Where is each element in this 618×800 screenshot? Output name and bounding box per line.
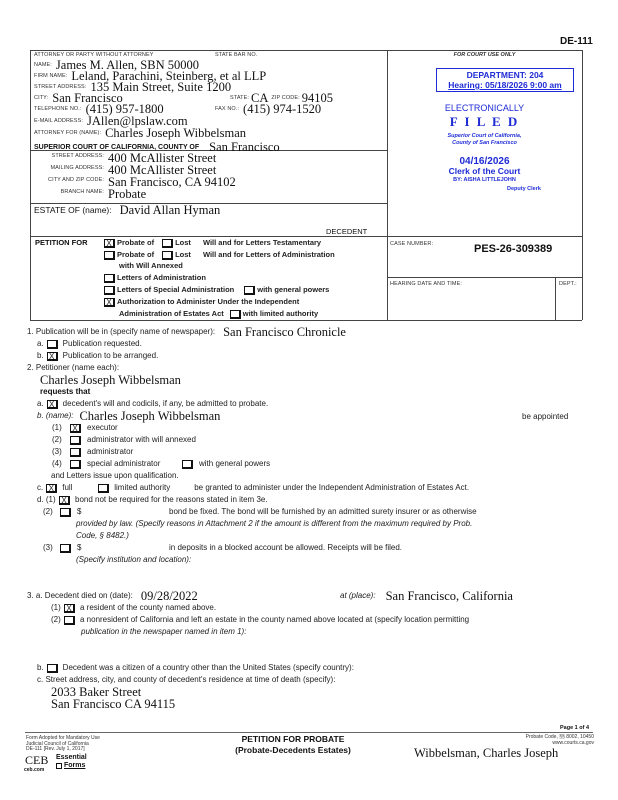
attorney-name: James M. Allen, SBN 50000 — [55, 58, 199, 72]
item-2b-label: b. (name): — [37, 411, 74, 420]
death-place-row — [340, 590, 513, 602]
client-name: Wibbelsman, Charles Joseph — [414, 746, 559, 760]
lost-1-label: Lost — [175, 238, 191, 247]
item-3a1-row: (1) X a resident of the county named above. — [51, 603, 216, 613]
letters-issue-label: and Letters issue upon qualification. — [51, 471, 179, 480]
court-cityzip-label-wrap — [34, 177, 104, 183]
probate-code-block — [480, 735, 594, 746]
city: San Francisco — [52, 91, 123, 105]
fax: (415) 974-1520 — [243, 102, 322, 116]
firm-label: FIRM NAME: — [34, 73, 68, 79]
blocked-institution-label: (Specify institution and location): — [76, 555, 192, 564]
firm-name: Leland, Parachini, Steinberg, et al LLP — [71, 69, 267, 83]
forms-icon — [56, 763, 62, 769]
electronically-label: ELECTRONICALLY — [444, 103, 525, 113]
item-2b4-row: (4) special administrator with general powers — [52, 459, 271, 468]
will-testamentary-label: Will and for Letters Testamentary — [202, 238, 322, 247]
item-2-label: 2. Petitioner (name each): — [27, 363, 120, 372]
item-3a2-row: (2) a nonresident of California and left an estate in the county named above located at (specify location permitting — [51, 615, 470, 624]
at-place-label: at (place): — [340, 591, 376, 600]
special-general-powers-label: with general powers — [199, 459, 271, 468]
probate-of-1-label: Probate of — [117, 238, 155, 247]
newspaper-name: San Francisco Chronicle — [223, 325, 346, 339]
iaea-row — [119, 309, 318, 319]
full-authority-checkbox[interactable] — [46, 484, 57, 493]
court-branch: Probate — [108, 187, 147, 201]
item-1-label: 1. Publication will be in (specify name of newspaper): — [27, 327, 216, 336]
lost-1-checkbox[interactable] — [162, 239, 173, 248]
footer-title-line2: (Probate-Decedents Estates) — [235, 745, 351, 755]
lost-2-label: Lost — [175, 250, 191, 259]
item-1a-label: Publication requested. — [62, 339, 142, 348]
blocked-account-label: in deposits in a blocked account be allowed. Receipts will be filed. — [169, 543, 403, 552]
bond-not-required-checkbox[interactable] — [59, 496, 70, 505]
name-label: NAME: — [34, 62, 52, 68]
blocked-account-checkbox[interactable] — [60, 544, 71, 553]
lost-2-checkbox[interactable] — [162, 251, 173, 260]
court-street: 400 McAllister Street — [108, 151, 217, 165]
attorney-label: ATTORNEY OR PARTY WITHOUT ATTORNEY — [34, 52, 154, 58]
court-branch-label: BRANCH NAME: — [60, 189, 104, 195]
bond-law-line — [76, 519, 472, 529]
petition-probate-row1 — [104, 238, 321, 248]
essential-forms-logo — [56, 754, 87, 770]
item-3c-label: c. Street address, city, and county of decedent's residence at time of death (specify): — [37, 675, 336, 684]
court-cityzip-label: CITY AND ZIP CODE: — [48, 177, 104, 183]
executor-label: executor — [87, 423, 118, 432]
form-adopted-line3: DE-111 [Rev. July 1, 2017] — [26, 746, 85, 752]
court-mailing: 400 McAllister Street — [108, 163, 217, 177]
blocked-dollar-sign: $ — [77, 543, 82, 552]
header-right-border — [582, 50, 583, 320]
state-label: STATE: — [230, 95, 250, 101]
item-3a-label: 3. a. Decedent died on (date): — [27, 591, 133, 600]
deputy-clerk: Deputy Clerk — [507, 186, 541, 192]
estate-label: ESTATE OF (name): — [34, 205, 112, 215]
probate-of-2-label: Probate of — [117, 250, 155, 259]
limited-authority-2c-checkbox[interactable] — [98, 484, 109, 493]
clerk-name: BY: AISHA LITTLEJOHN — [453, 177, 516, 183]
special-general-powers-checkbox[interactable] — [182, 460, 193, 469]
case-number: PES-26-309389 — [474, 243, 553, 255]
special-admin-checkbox[interactable] — [70, 460, 81, 469]
foreign-citizen-checkbox[interactable] — [47, 664, 58, 673]
court-name-line2: County of San Francisco — [452, 140, 517, 146]
street-address: 135 Main Street, Suite 1200 — [90, 80, 232, 94]
case-divider — [387, 277, 582, 278]
header-top-border — [30, 50, 582, 51]
department: DEPARTMENT: 204 — [466, 70, 544, 80]
foreign-citizen-label: Decedent was a citizen of a country other than the United States (specify country): — [62, 663, 354, 672]
email-label: E-MAIL ADDRESS: — [34, 118, 83, 124]
item-1b-row: b. X Publication to be arranged. — [37, 351, 158, 361]
item-2b3-row: (3) administrator — [52, 447, 134, 456]
item-2a-label: decedent's will and codicils, if any, be admitted to probate. — [62, 399, 269, 408]
state-bar-label: STATE BAR NO. — [215, 52, 258, 58]
tel-label: TELEPHONE NO.: — [34, 106, 82, 112]
page-number: Page 1 of 4 — [560, 725, 590, 731]
petitioner-name: Charles Joseph Wibbelsman — [40, 373, 181, 387]
court-name-line1: Superior Court of California, — [447, 133, 522, 139]
forms-row — [56, 762, 87, 770]
hearing-stamp — [436, 68, 574, 92]
ceb-url: ceb.com — [24, 767, 45, 773]
attorney-for-row — [34, 127, 246, 139]
authorization-row — [104, 297, 299, 307]
attorney-for: Charles Joseph Wibbelsman — [105, 126, 247, 140]
iaea-label: Administration of Estates Act — [119, 309, 224, 318]
form-id: DE-111 — [560, 36, 593, 47]
decedent-label: DECEDENT — [326, 227, 368, 236]
footer-title — [218, 734, 368, 756]
item-3b-row: b. Decedent was a citizen of a country other than the United States (specify country): — [37, 663, 354, 672]
admin-will-annexed-label: administrator with will annexed — [87, 435, 196, 444]
county-resident-label: a resident of the county named above. — [80, 603, 217, 612]
attorney-for-label: ATTORNEY FOR (NAME): — [34, 130, 102, 136]
state: CA — [251, 91, 269, 105]
fax-row — [215, 103, 321, 115]
hearing-date-label: HEARING DATE AND TIME: — [390, 281, 462, 287]
special-admin-label: special administrator — [87, 459, 161, 468]
residence-address-line2: San Francisco CA 94115 — [51, 697, 176, 711]
dept-label: DEPT.: — [559, 281, 577, 287]
limited-authority-2c-label: limited authority — [114, 483, 171, 492]
header-bottom-border — [30, 320, 582, 321]
court-branch-label-wrap — [34, 189, 104, 195]
footer-rule — [25, 732, 593, 733]
court-mailing-label: MAILING ADDRESS: — [50, 165, 104, 171]
item-2d2-row: (2) $ bond be fixed. The bond will be furnished by an admitted surety insurer or as otherwise — [43, 507, 477, 516]
form-adopted-line1: Form Adopted for Mandatory Use — [26, 735, 100, 741]
item-2b1-row: (1) X executor — [52, 423, 118, 433]
court-county: San Francisco — [209, 140, 280, 154]
bond-law-text: provided by law. (Specify reasons in Attachment 2 if the amount is different from the maximum required by Prob. — [76, 519, 473, 528]
administrator-label: administrator — [87, 447, 134, 456]
item-1a-row: a. Publication requested. — [37, 339, 142, 348]
residence-address-line1: 2033 Baker Street — [51, 685, 142, 699]
filed-date: 04/16/2026 — [459, 156, 510, 167]
case-number-label: CASE NUMBER: — [390, 241, 434, 247]
item-2b2-row: (2) administrator with will annexed — [52, 435, 196, 444]
bond-fixed-label: bond be fixed. The bond will be furnished by an admitted surety insurer or as otherwise — [169, 507, 477, 516]
publication-requested-checkbox[interactable] — [47, 340, 58, 349]
petition-for-label: PETITION FOR — [35, 238, 88, 247]
item-2c-row: c. X full limited authority be granted to administer under the Independent Administration of Estates Act. — [37, 483, 469, 493]
limited-authority-label: with limited authority — [242, 309, 319, 318]
item-3a-row — [27, 590, 198, 602]
county-resident-checkbox[interactable] — [64, 604, 75, 613]
death-place: San Francisco, California — [385, 589, 513, 603]
item-2a-row: a. X decedent's will and codicils, if any, be admitted to probate. — [37, 399, 268, 409]
court-use-label: FOR COURT USE ONLY — [453, 52, 516, 58]
header-mid-border — [387, 50, 388, 320]
will-administration-label: Will and for Letters of Administration — [202, 250, 335, 259]
court-mailing-label-wrap — [34, 165, 104, 171]
probate-code: Probate Code, §§ 8002, 10450 — [525, 734, 594, 740]
general-powers-checkbox[interactable] — [244, 286, 255, 295]
item-2d3-row: (3) $ in deposits in a blocked account be allowed. Receipts will be filed. — [43, 543, 403, 552]
ceb-logo: CEB — [25, 753, 49, 767]
form-adopted-block — [26, 736, 100, 753]
court-street-label-wrap — [34, 153, 104, 159]
court-street-label: STREET ADDRESS: — [51, 153, 104, 159]
email: JAllen@lpslaw.com — [86, 114, 188, 128]
forms-label: Forms — [64, 762, 86, 769]
filed-label: F I L E D — [449, 114, 520, 129]
authorization-checkbox[interactable] — [104, 298, 115, 307]
nonresident-label: a nonresident of California and left an estate in the county named above located at (specify location permitting — [80, 615, 470, 624]
administrator-checkbox[interactable] — [70, 448, 81, 457]
city-label: CITY: — [34, 95, 49, 101]
court-cityzip: San Francisco, CA 94102 — [108, 175, 236, 189]
item-2c-text: be granted to administer under the Independent Administration of Estates Act. — [194, 483, 470, 492]
footer-title-line1: PETITION FOR PROBATE — [241, 734, 345, 744]
limited-authority-checkbox[interactable] — [230, 310, 241, 319]
dept-divider — [555, 277, 556, 320]
death-date: 09/28/2022 — [140, 589, 198, 603]
general-powers-label: with general powers — [257, 285, 330, 294]
requests-that-label: requests that — [40, 387, 91, 396]
admin-will-annexed-checkbox[interactable] — [70, 436, 81, 445]
bond-dollar-sign: $ — [77, 507, 82, 516]
bond-not-required-label: bond not be required for the reasons stated in item 3e. — [75, 495, 268, 504]
letters-admin-label: Letters of Administration — [117, 273, 206, 282]
item-1-row — [27, 326, 346, 338]
letters-admin-checkbox[interactable] — [104, 274, 115, 283]
estate-name: David Allan Hyman — [119, 203, 221, 217]
full-authority-label: full — [62, 483, 73, 492]
street-label: STREET ADDRESS: — [34, 84, 87, 90]
bond-fixed-checkbox[interactable] — [60, 508, 71, 517]
letters-admin-row — [104, 273, 206, 283]
letters-special-row — [104, 285, 329, 295]
will-admitted-checkbox[interactable] — [47, 400, 58, 409]
probate-of-2-checkbox[interactable] — [104, 251, 115, 260]
petition-divider — [30, 236, 582, 237]
authorization-label: Authorization to Administer Under the Independent — [117, 297, 300, 306]
nonresident-line2: publication in the newspaper named in item 1): — [81, 627, 247, 636]
letters-special-checkbox[interactable] — [104, 286, 115, 295]
court-title: SUPERIOR COURT OF CALIFORNIA, COUNTY OF — [34, 143, 200, 151]
header-left-border — [30, 50, 31, 320]
item-2b-row — [37, 410, 220, 422]
nonresident-checkbox[interactable] — [64, 616, 75, 625]
zip: 94105 — [301, 91, 333, 105]
be-appointed-label: be appointed — [522, 412, 569, 421]
zip-label: ZIP CODE: — [271, 95, 300, 101]
publication-arranged-checkbox[interactable] — [47, 352, 58, 361]
executor-checkbox[interactable] — [70, 424, 81, 433]
clerk-of-court: Clerk of the Court — [448, 166, 521, 176]
telephone: (415) 957-1800 — [85, 102, 164, 116]
bond-code-line: Code, § 8482.) — [76, 531, 129, 540]
item-2d1-row: d. (1) X bond not be required for the reasons stated in item 3e. — [37, 495, 268, 505]
item-1b-label: Publication to be arranged. — [62, 351, 159, 360]
probate-of-1-checkbox[interactable] — [104, 239, 115, 248]
letters-special-label: Letters of Special Administration — [117, 285, 235, 294]
petition-probate-row2 — [104, 250, 335, 260]
estate-row — [34, 204, 220, 216]
courts-url: www.courts.ca.gov — [552, 739, 594, 746]
fax-label: FAX NO.: — [215, 106, 240, 112]
hearing-date: Hearing: 05/18/2026 9:00 am — [448, 80, 562, 90]
form-adopted-line2: Judicial Council of California — [26, 740, 89, 747]
essential-label: Essential — [56, 754, 87, 761]
will-annexed-label: with Will Annexed — [119, 261, 183, 270]
appointee-name: Charles Joseph Wibbelsman — [79, 409, 221, 423]
